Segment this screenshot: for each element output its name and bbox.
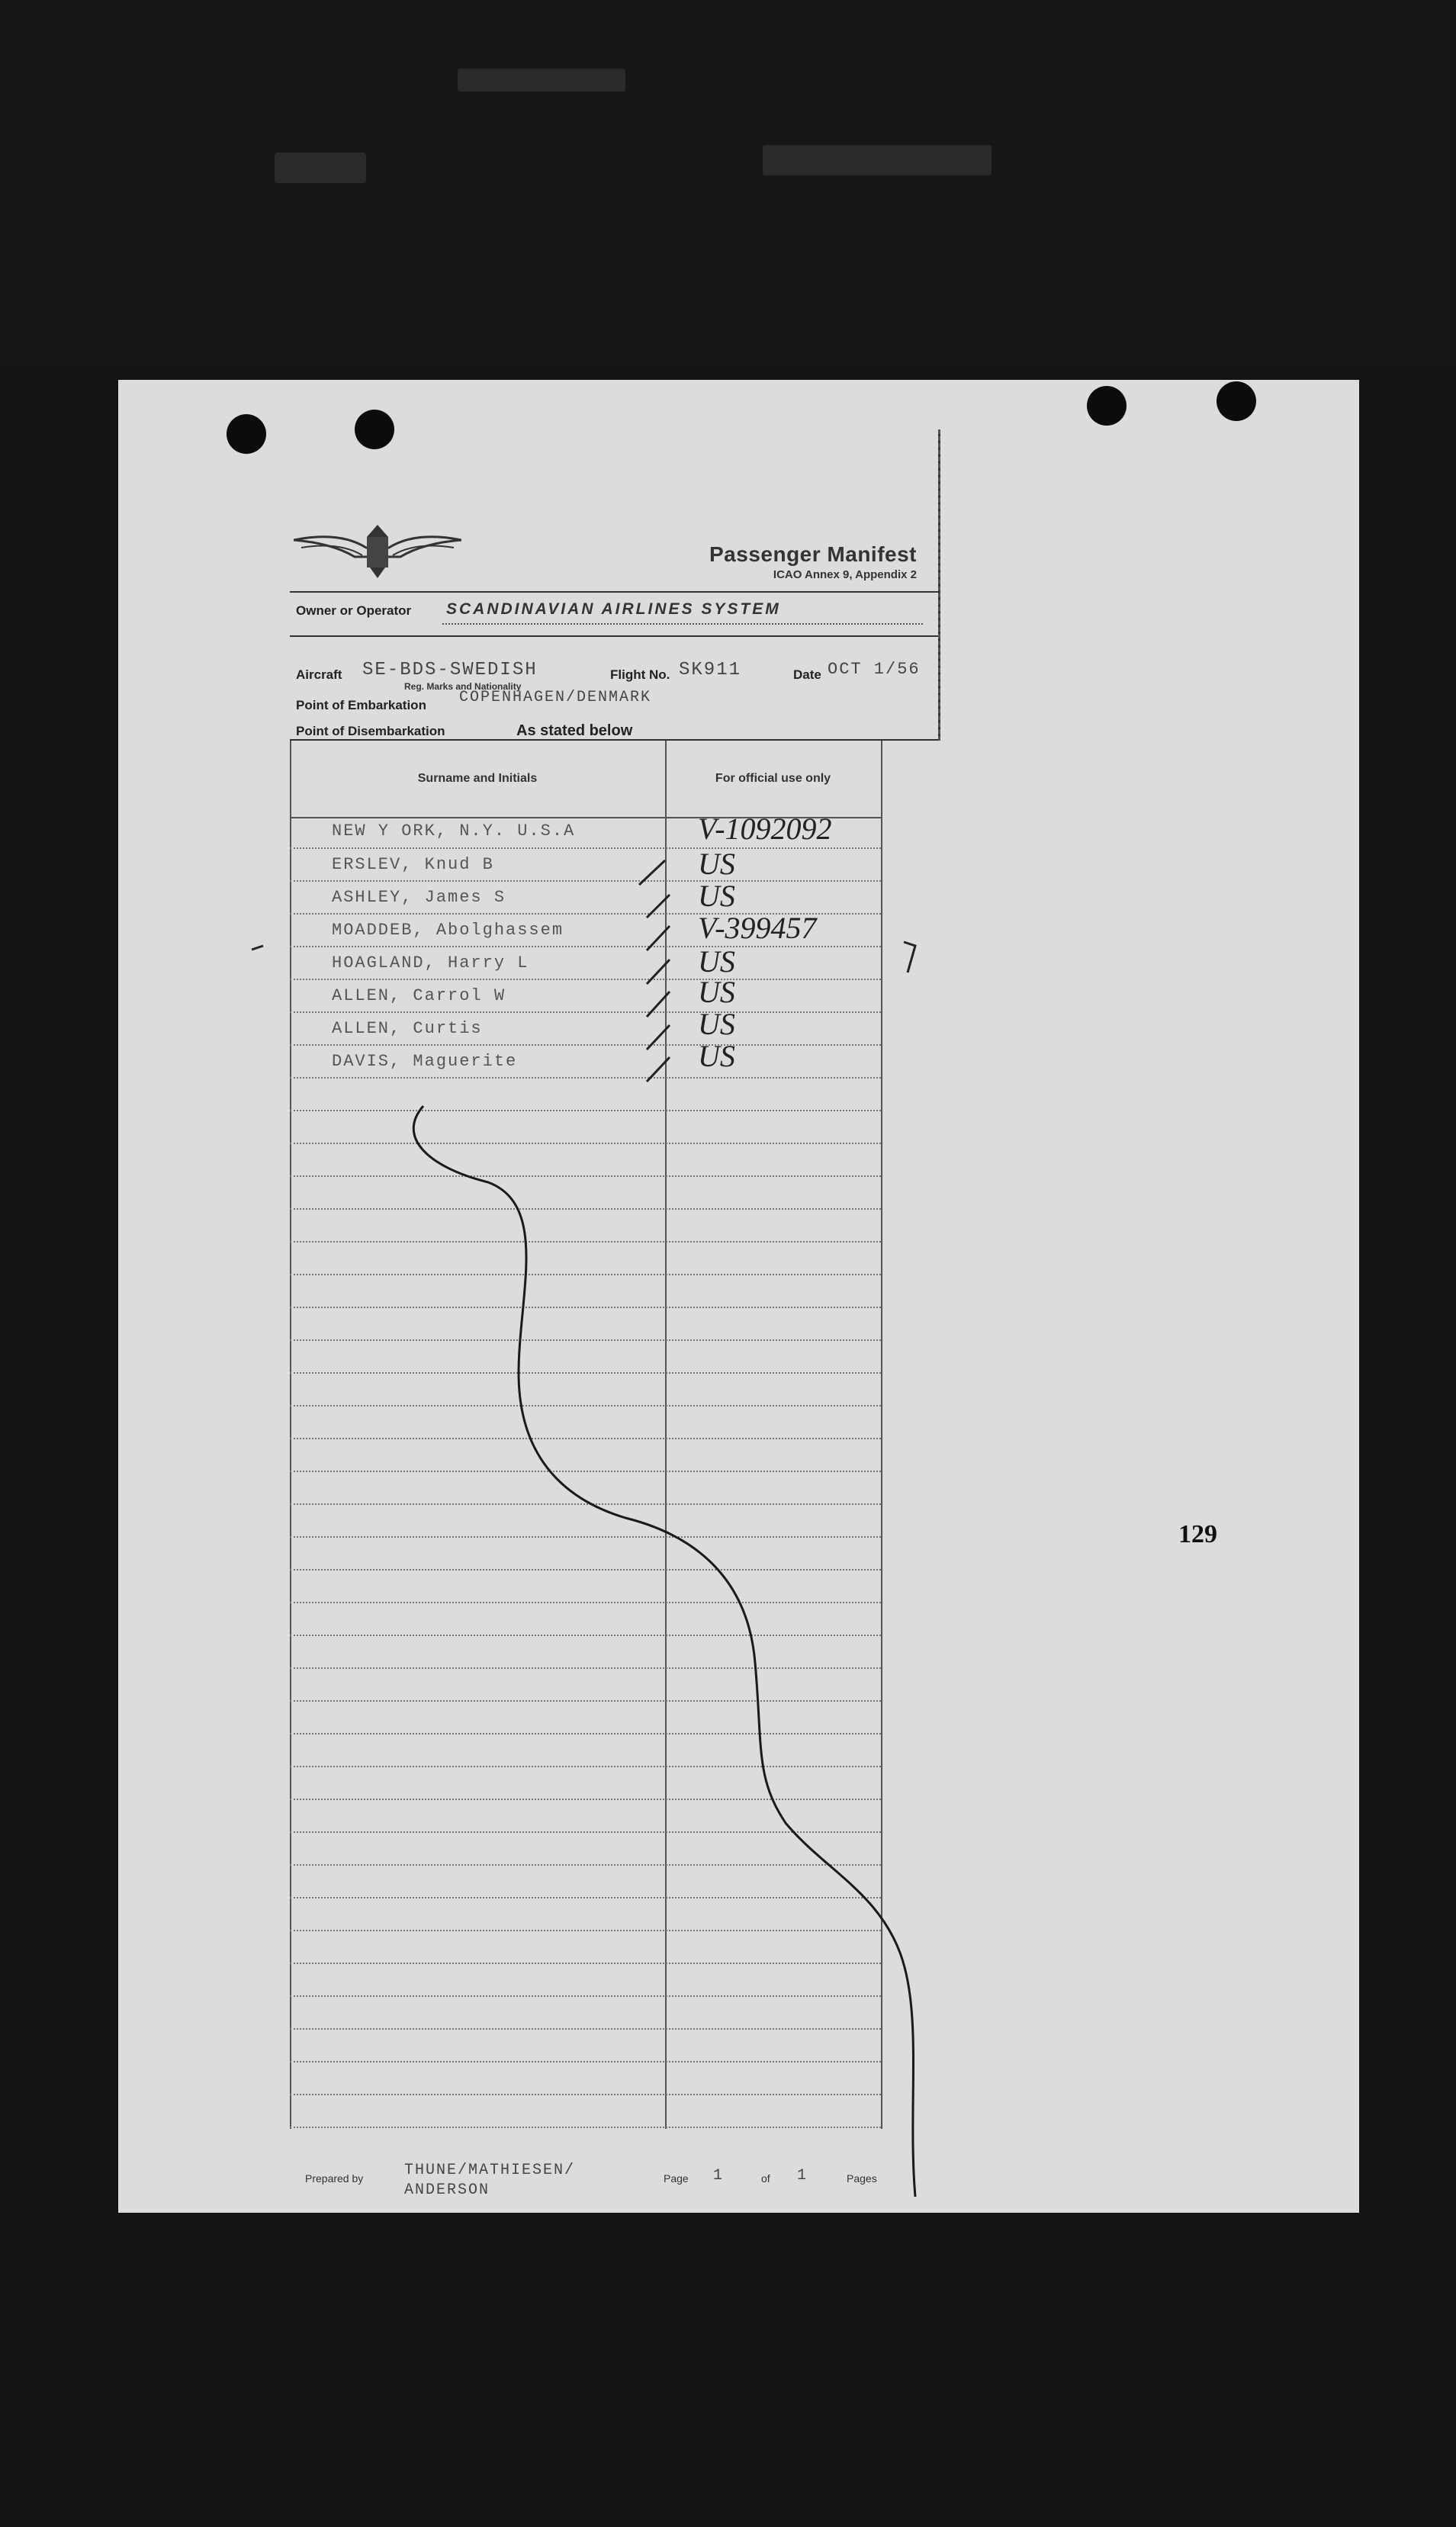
aircraft-sublabel: Reg. Marks and Nationality [404, 681, 522, 692]
official-entry: US [698, 944, 735, 979]
table-rule-line [290, 2094, 881, 2095]
table-rule-line [290, 946, 881, 947]
table-rule-line [290, 1405, 881, 1407]
aircraft-label: Aircraft [296, 667, 342, 682]
owner-value: SCANDINAVIAN AIRLINES SYSTEM [446, 600, 781, 618]
table-rule-line [290, 1831, 881, 1833]
prepared-by-label: Prepared by [305, 2172, 364, 2185]
embarkation-value: COPENHAGEN/DENMARK [459, 689, 652, 706]
aircraft-value: SE-BDS-SWEDISH [362, 660, 538, 680]
table-row: NEW Y ORK, N.Y. U.S.A [332, 821, 576, 841]
table-rule-line [290, 1208, 881, 1210]
scan-background-top [0, 0, 1456, 366]
table-rule-line [290, 1864, 881, 1866]
table-row: ALLEN, Curtis [332, 1019, 483, 1038]
table-rule-line [290, 1143, 881, 1144]
table-rule-line [290, 1438, 881, 1439]
table-rule-line [290, 1963, 881, 1964]
airline-wings-logo-icon [294, 517, 461, 586]
table-rule-line [290, 1569, 881, 1571]
flight-label: Flight No. [610, 667, 670, 682]
page-number: 129 [1178, 1520, 1217, 1548]
manifest-page [118, 380, 1359, 2213]
embarkation-label: Point of Embarkation [296, 698, 426, 712]
flight-value: SK911 [679, 660, 742, 680]
table-rule-line [290, 1503, 881, 1505]
of-value: 1 [797, 2167, 808, 2185]
table-rule-line [290, 1667, 881, 1669]
manifest-header [290, 429, 940, 741]
table-rule-line [290, 979, 881, 980]
prepared-by-value: THUNE/MATHIESEN/ ANDERSON [404, 2162, 576, 2199]
table-rule-line [290, 880, 881, 882]
official-entry: US [698, 847, 735, 881]
official-entry: US [698, 879, 735, 913]
table-row: DAVIS, Maguerite [332, 1052, 518, 1071]
disembarkation-value: As stated below [516, 722, 633, 739]
bleedthrough-mark [275, 153, 366, 183]
disembarkation-label: Point of Disembarkation [296, 724, 445, 738]
divider [290, 591, 938, 593]
column-header-official: For official use only [715, 772, 831, 785]
manifest-form [290, 429, 938, 2199]
table-rule-line [290, 1995, 881, 1997]
divider [290, 635, 938, 637]
table-rule-line [290, 1274, 881, 1275]
punch-hole [1087, 386, 1127, 426]
page-label: Page [664, 2172, 689, 2185]
table-rule-line [290, 1602, 881, 1603]
table-row: ALLEN, Carrol W [332, 986, 506, 1005]
official-entry: V-1092092 [698, 812, 832, 846]
table-rule-line [290, 1175, 881, 1177]
table-rule-line [290, 1471, 881, 1472]
date-value: OCT 1/56 [828, 660, 921, 679]
table-row: ASHLEY, James S [332, 888, 506, 907]
table-rule-line [290, 1339, 881, 1341]
table-rule-line [290, 2061, 881, 2062]
underline [442, 623, 923, 625]
table-rule-line [290, 1733, 881, 1734]
form-title: Passenger Manifest [709, 542, 917, 566]
official-entry: US [698, 975, 735, 1009]
owner-label: Owner or Operator [296, 603, 412, 618]
of-label: of [761, 2172, 770, 2185]
table-row: ERSLEV, Knud B [332, 855, 494, 874]
table-rule-line [290, 1700, 881, 1702]
table-rule-line [290, 1930, 881, 1931]
table-rule-line [290, 1011, 881, 1013]
form-subtitle: ICAO Annex 9, Appendix 2 [773, 568, 917, 581]
table-rule-line [290, 2028, 881, 2030]
punch-hole [227, 414, 266, 454]
column-divider [665, 741, 667, 2129]
table-rule-line [290, 1799, 881, 1800]
table-rule-line [290, 1077, 881, 1079]
column-header-surname: Surname and Initials [417, 772, 538, 785]
punch-hole [1217, 381, 1256, 421]
bleedthrough-mark [763, 145, 992, 175]
page-value: 1 [713, 2167, 725, 2185]
table-rule-line [290, 1635, 881, 1636]
table-row: HOAGLAND, Harry L [332, 953, 529, 973]
table-rule-line [290, 1897, 881, 1898]
table-rule-line [290, 1372, 881, 1374]
table-rule-line [290, 1307, 881, 1308]
table-rule-line [290, 1241, 881, 1243]
bleedthrough-mark [458, 69, 625, 92]
official-entry: US [698, 1039, 735, 1073]
table-left-border [290, 741, 291, 2129]
table-rule-line [290, 1536, 881, 1538]
table-rule-line [290, 1110, 881, 1111]
pages-label: Pages [847, 2172, 877, 2185]
table-row: MOADDEB, Abolghassem [332, 921, 564, 940]
table-right-border [881, 741, 882, 2129]
passenger-table [290, 741, 881, 2129]
table-rule-line [290, 847, 881, 849]
table-rule-line [290, 2127, 881, 2128]
date-label: Date [793, 667, 821, 682]
official-entry: V-399457 [698, 911, 817, 945]
table-rule-line [290, 1766, 881, 1767]
official-entry: US [698, 1007, 735, 1041]
table-rule-line [290, 1044, 881, 1046]
